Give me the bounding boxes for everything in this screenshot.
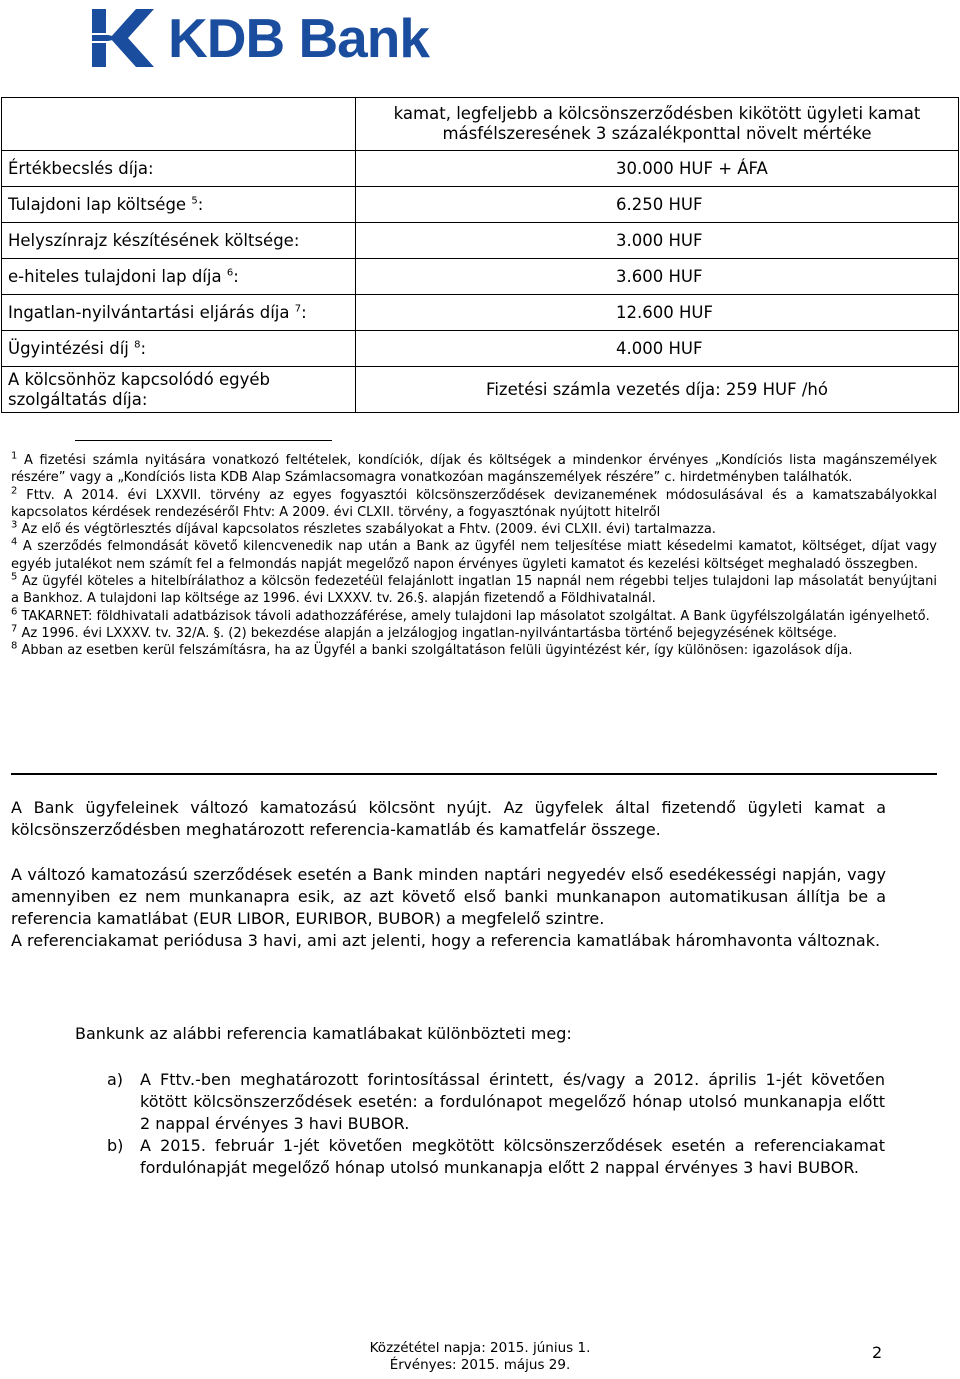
fee-value: 30.000 HUF + ÁFA bbox=[356, 151, 959, 187]
footnote: $^4$ A szerződés felmondását követő kilencvenedik nap után a Bank az ügyfél nem teljesítése miatt késedelmi kamatot, költséget, díjat vagy egyéb jutalékot nem számít fel a felmondás napját megelőző napon érvényes ügyleti kamatot és kezelési költséget meghaladó összegben. bbox=[11, 537, 937, 572]
list-item bbox=[107, 1135, 885, 1179]
footnote: $^1$ A fizetési számla nyitására vonatkozó feltételek, kondíciók, díjak és költségek a mindenkor érvényes „Kondíciós lista magánszemélyek részére” vagy a „Kondíciós lista KDB Alap Számlacsomagra vonatkozóan magánszemélyek részére” c. hirdetményben találhatók. bbox=[11, 450, 937, 486]
page-number: 2 bbox=[872, 1343, 883, 1362]
fee-value: 6.250 HUF bbox=[356, 187, 959, 223]
fee-row bbox=[2, 187, 959, 223]
kdb-bank-logo bbox=[88, 8, 429, 68]
brand-name: KDB Bank bbox=[168, 6, 429, 69]
paragraph-reference-rate bbox=[11, 864, 886, 952]
fee-value: 3.000 HUF bbox=[356, 223, 959, 259]
footnote: $^5$ Az ügyfél köteles a hitelbírálathoz a kölcsön fedezetéül felajánlott ingatlan 15 napnál nem régebbi teljes tulajdoni lap másolatát benyújtani a Bankhoz. A tulajdoni lap költsége az 1996. évi LXXXV. tv. 26.§. alapján fizetendő a Földhivatalnál. bbox=[11, 571, 937, 607]
fees-intro-label bbox=[2, 98, 356, 151]
fee-label: e-hiteles tulajdoni lap díja $^6$: bbox=[2, 259, 356, 295]
list-item-text: A 2015. február 1-jét követően megkötött kölcsönszerződések esetén a referenciakamat fordulónapját megelőző hónap utolsó munkanapja előtt 2 nappal érvényes 3 havi BUBOR. bbox=[140, 1136, 885, 1177]
footnote: $^2$ Fttv. A 2014. évi LXXVII. törvény az egyes fogyasztói kölcsönszerződések devizanemének módosulásával és a kamatszabályokkal kapcsolatos kérdések rendezéséről Fhtv: A 2009. évi CLXII. törvény, a fogyasztónak nyújtott hitelről bbox=[11, 485, 937, 520]
validity-date: Érvényes: 2015. május 29. bbox=[389, 1357, 571, 1373]
fee-label: Helyszínrajz készítésének költsége: bbox=[2, 223, 356, 259]
fee-value: 12.600 HUF bbox=[356, 295, 959, 331]
footnote: $^6$ TAKARNET: földhivatali adatbázisok távoli adathozzáférése, amely tulajdoni lap másolatot szolgáltat. A Bank ügyfélszolgálatán igényelhető. bbox=[11, 606, 930, 624]
service-fee-row bbox=[2, 367, 959, 413]
fee-row bbox=[2, 295, 959, 331]
fee-row bbox=[2, 259, 959, 295]
list-item bbox=[107, 1069, 885, 1135]
service-fee-value: Fizetési számla vezetés díja: 259 HUF /hó bbox=[356, 367, 959, 413]
fee-row bbox=[2, 151, 959, 187]
footnotes bbox=[11, 452, 937, 660]
service-fee-label: A kölcsönhöz kapcsolódó egyéb szolgáltatás díja: bbox=[2, 367, 356, 413]
fee-label: Tulajdoni lap költsége $^5$: bbox=[2, 187, 356, 223]
fees-intro-value: kamat, legfeljebb a kölcsönszerződésben kikötött ügyleti kamat másfélszeresének 3 százalékponttal növelt mértéke bbox=[356, 98, 959, 151]
paragraph-reference-types: Bankunk az alábbi referencia kamatlábakat különbözteti meg: bbox=[75, 1024, 572, 1043]
fee-label: Ingatlan-nyilvántartási eljárás díja $^7$: bbox=[2, 295, 356, 331]
paragraph-variable-rate: A Bank ügyfeleinek változó kamatozású kölcsönt nyújt. Az ügyfelek által fizetendő ügyleti kamat a kölcsönszerződésben meghatározott referencia-kamatláb és kamatfelár összege. bbox=[11, 798, 886, 839]
footnote: $^3$ Az elő és végtörlesztés díjával kapcsolatos részletes szabályokat a Fhtv. (2009. évi CLXII. évi) tartalmazza. bbox=[11, 519, 716, 538]
paragraph-reference-rate-setting: A változó kamatozású szerződések esetén a Bank minden naptári negyedév első esedékességi napján, vagy amennyiben ez nem munkanapra esik, az azt követő első banki munkanapon automatikusan állítja be a referencia kamatlábat (EUR LIBOR, EURIBOR, BUBOR) a megfelelő szintre. bbox=[11, 865, 886, 928]
footnote: $^7$ Az 1996. évi LXXXV. tv. 32/A. §. (2) bekezdése alapján a jelzálogjog ingatlan-nyilvántartásba történő bejegyzésének költsége. bbox=[11, 623, 838, 641]
fee-row bbox=[2, 331, 959, 367]
list-marker: b) bbox=[107, 1136, 124, 1155]
fee-label: Ügyintézési díj $^8$: bbox=[2, 331, 356, 367]
fee-value: 4.000 HUF bbox=[356, 331, 959, 367]
fee-value: 3.600 HUF bbox=[356, 259, 959, 295]
publication-date: Közzététel napja: 2015. június 1. bbox=[369, 1340, 591, 1356]
fee-label: Értékbecslés díja: bbox=[2, 151, 356, 187]
footnote: $^8$ Abban az esetben kerül felszámításra, ha az Ügyfél a banki szolgáltatáson felüli ügyintézést kér, így különösen: igazolások díja. bbox=[11, 640, 853, 659]
list-marker: a) bbox=[107, 1070, 124, 1089]
page-footer bbox=[0, 1340, 960, 1374]
reference-rate-list bbox=[107, 1069, 885, 1179]
fees-table bbox=[1, 97, 959, 413]
footnote-separator bbox=[75, 440, 332, 441]
kdb-logo-mark-icon bbox=[88, 7, 158, 69]
paragraph-reference-rate-period: A referenciakamat periódusa 3 havi, ami azt jelenti, hogy a referencia kamatlábak háromhavonta változnak. bbox=[11, 931, 881, 950]
fees-intro-row bbox=[2, 98, 959, 151]
list-item-text: A Fttv.-ben meghatározott forintosítással érintett, és/vagy a 2012. április 1-jét követően kötött kölcsönszerződések esetén: a fordulónapot megelőző hónap utolsó munkanapja előtt 2 nappal érvényes 3 havi BUBOR. bbox=[140, 1070, 885, 1133]
section-divider bbox=[11, 773, 937, 775]
fee-row bbox=[2, 223, 959, 259]
